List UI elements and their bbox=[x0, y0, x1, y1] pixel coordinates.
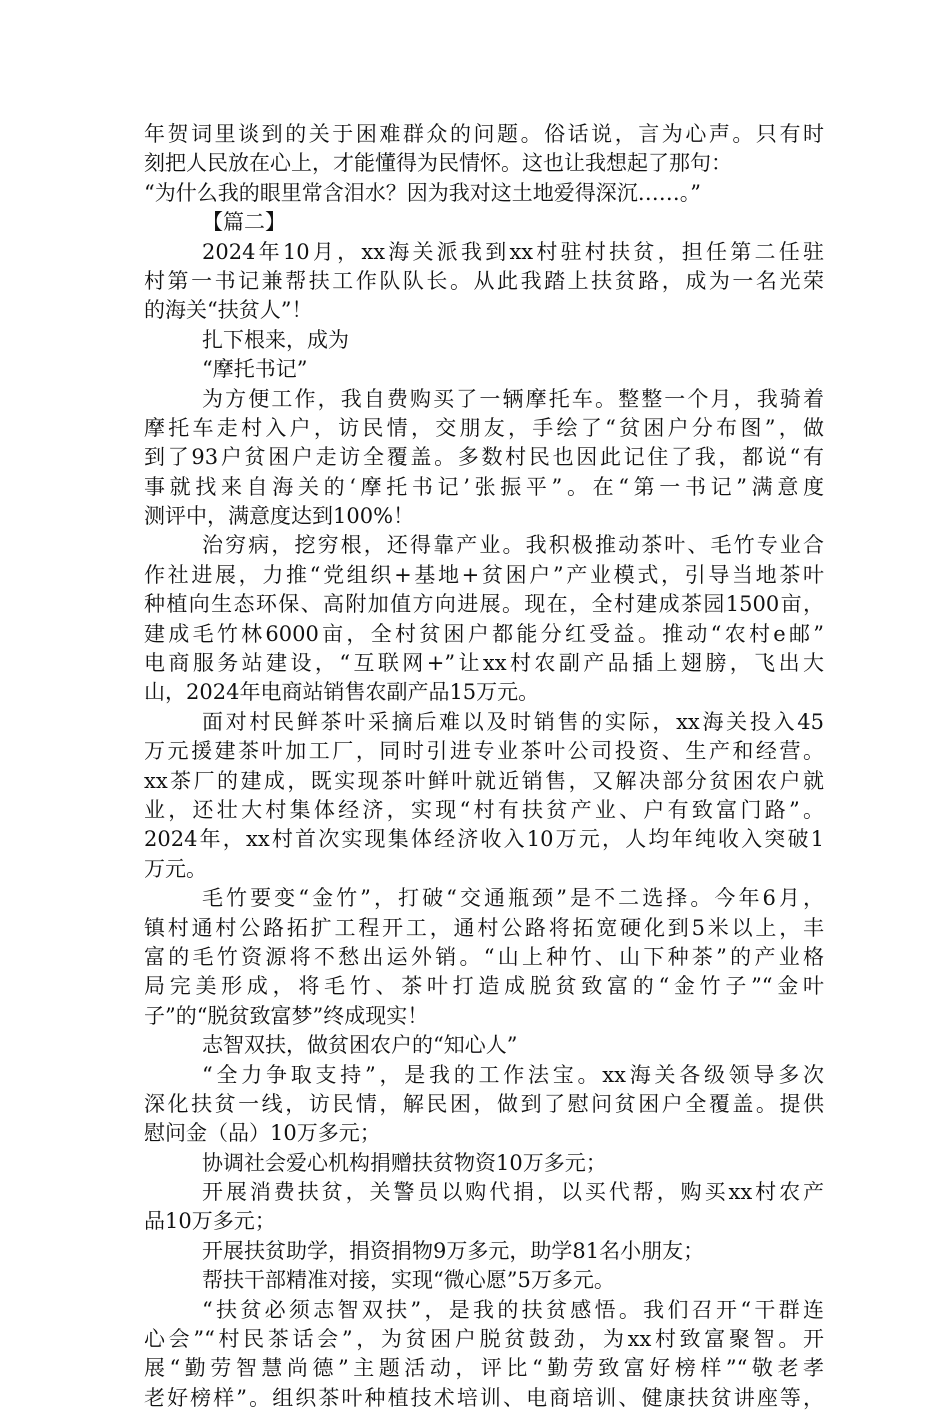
text-line: “扶贫必须志智双扶”，是我的扶贫感悟。我们召开“干群连 bbox=[202, 1297, 824, 1322]
text-line: 子”的“脱贫致富梦”终成现实！ bbox=[144, 1003, 429, 1028]
text-line: 事就找来自海关的‘摩托书记’张振平”。在“第一书记”满意度 bbox=[144, 474, 824, 499]
text-line: 【篇二】 bbox=[202, 210, 286, 235]
text-line: 镇村通村公路拓扩工程开工，通村公路将拓宽硬化到5米以上，丰 bbox=[144, 915, 824, 940]
text-line: 种植向生态环保、高附加值方向进展。现在，全村建成茶园1500亩， bbox=[144, 592, 824, 617]
text-line: 局完美形成，将毛竹、茶叶打造成脱贫致富的“金竹子”“金叶 bbox=[144, 974, 824, 999]
text-line: 面对村民鲜茶叶采摘后难以及时销售的实际，xx海关投入45 bbox=[202, 709, 824, 734]
text-line: 到了93户贫困户走访全覆盖。多数村民也因此记住了我，都说“有 bbox=[144, 445, 824, 470]
text-line: 慰问金（品）10万多元； bbox=[144, 1121, 381, 1146]
text-line: 2024年10月，xx海关派我到xx村驻村扶贫，担任第二任驻 bbox=[202, 239, 824, 264]
text-line: 建成毛竹林6000亩，全村贫困户都能分红受益。推动“农村e邮” bbox=[144, 621, 824, 646]
text-line: 电商服务站建设，“互联网+”让xx村农副产品插上翅膀，飞出大 bbox=[144, 651, 824, 676]
text-line: 心会”“村民茶话会”，为贫困户脱贫鼓劲，为xx村致富聚智。开 bbox=[144, 1327, 824, 1352]
text-line: 志智双扶，做贫困农户的“知心人” bbox=[202, 1033, 518, 1058]
text-line: 2024年，xx村首次实现集体经济收入10万元，人均年纯收入突破1 bbox=[144, 827, 824, 852]
text-line: 村第一书记兼帮扶工作队队长。从此我踏上扶贫路，成为一名光荣 bbox=[144, 268, 824, 293]
text-line: “为什么我的眼里常含泪水？因为我对这土地爱得深沉……。” bbox=[144, 180, 701, 205]
text-line: 刻把人民放在心上，才能懂得为民情怀。这也让我想起了那句： bbox=[144, 151, 732, 176]
text-line: 业，还壮大村集体经济，实现“村有扶贫产业、户有致富门路”。 bbox=[144, 797, 824, 822]
text-line: “全力争取支持”，是我的工作法宝。xx海关各级领导多次 bbox=[202, 1062, 824, 1087]
text-line: 为方便工作，我自费购买了一辆摩托车。整整一个月，我骑着 bbox=[202, 386, 824, 411]
text-line: 开展消费扶贫，关警员以购代捐，以买代帮，购买xx村农产 bbox=[202, 1180, 824, 1205]
text-line: “摩托书记” bbox=[202, 357, 308, 382]
text-line: 深化扶贫一线，访民情，解民困，做到了慰问贫困户全覆盖。提供 bbox=[144, 1091, 824, 1116]
text-line: 老好榜样”。组织茶叶种植技术培训、电商培训、健康扶贫讲座等， bbox=[144, 1385, 824, 1410]
text-line: xx茶厂的建成，既实现茶叶鲜叶就近销售，又解决部分贫困农户就 bbox=[144, 768, 824, 793]
text-line: 品10万多元； bbox=[144, 1209, 276, 1234]
text-line: 治穷病，挖穷根，还得靠产业。我积极推动茶叶、毛竹专业合 bbox=[202, 533, 824, 558]
text-line: 年贺词里谈到的关于困难群众的问题。俗话说，言为心声。只有时 bbox=[144, 122, 824, 146]
text-line: 协调社会爱心机构捐赠扶贫物资10万多元； bbox=[202, 1150, 607, 1175]
text-line: 毛竹要变“金竹”，打破“交通瓶颈”是不二选择。今年6月， bbox=[202, 886, 824, 911]
text-line: 万元。 bbox=[144, 856, 207, 881]
text-line: 山，2024年电商站销售农副产品15万元。 bbox=[144, 680, 540, 705]
text-line: 作社进展，力推“党组织+基地+贫困户”产业模式，引导当地茶叶 bbox=[144, 562, 824, 587]
document-body bbox=[144, 120, 824, 1413]
text-line: 开展扶贫助学，捐资捐物9万多元，助学81名小朋友； bbox=[202, 1238, 705, 1263]
text-line: 的海关“扶贫人”！ bbox=[144, 298, 313, 323]
text-line: 测评中，满意度达到100%！ bbox=[144, 504, 415, 529]
text-line: 帮扶干部精准对接，实现“微心愿”5万多元。 bbox=[202, 1268, 615, 1293]
text-line: 扎下根来，成为 bbox=[202, 327, 349, 352]
text-line: 展“勤劳智慧尚德”主题活动，评比“勤劳致富好榜样”“敬老孝 bbox=[144, 1356, 824, 1381]
text-line: 万元援建茶叶加工厂，同时引进专业茶叶公司投资、生产和经营。 bbox=[144, 739, 824, 764]
text-line: 摩托车走村入户，访民情，交朋友，手绘了“贫困户分布图”，做 bbox=[144, 415, 824, 440]
text-line: 富的毛竹资源将不愁出运外销。“山上种竹、山下种茶”的产业格 bbox=[144, 944, 824, 969]
